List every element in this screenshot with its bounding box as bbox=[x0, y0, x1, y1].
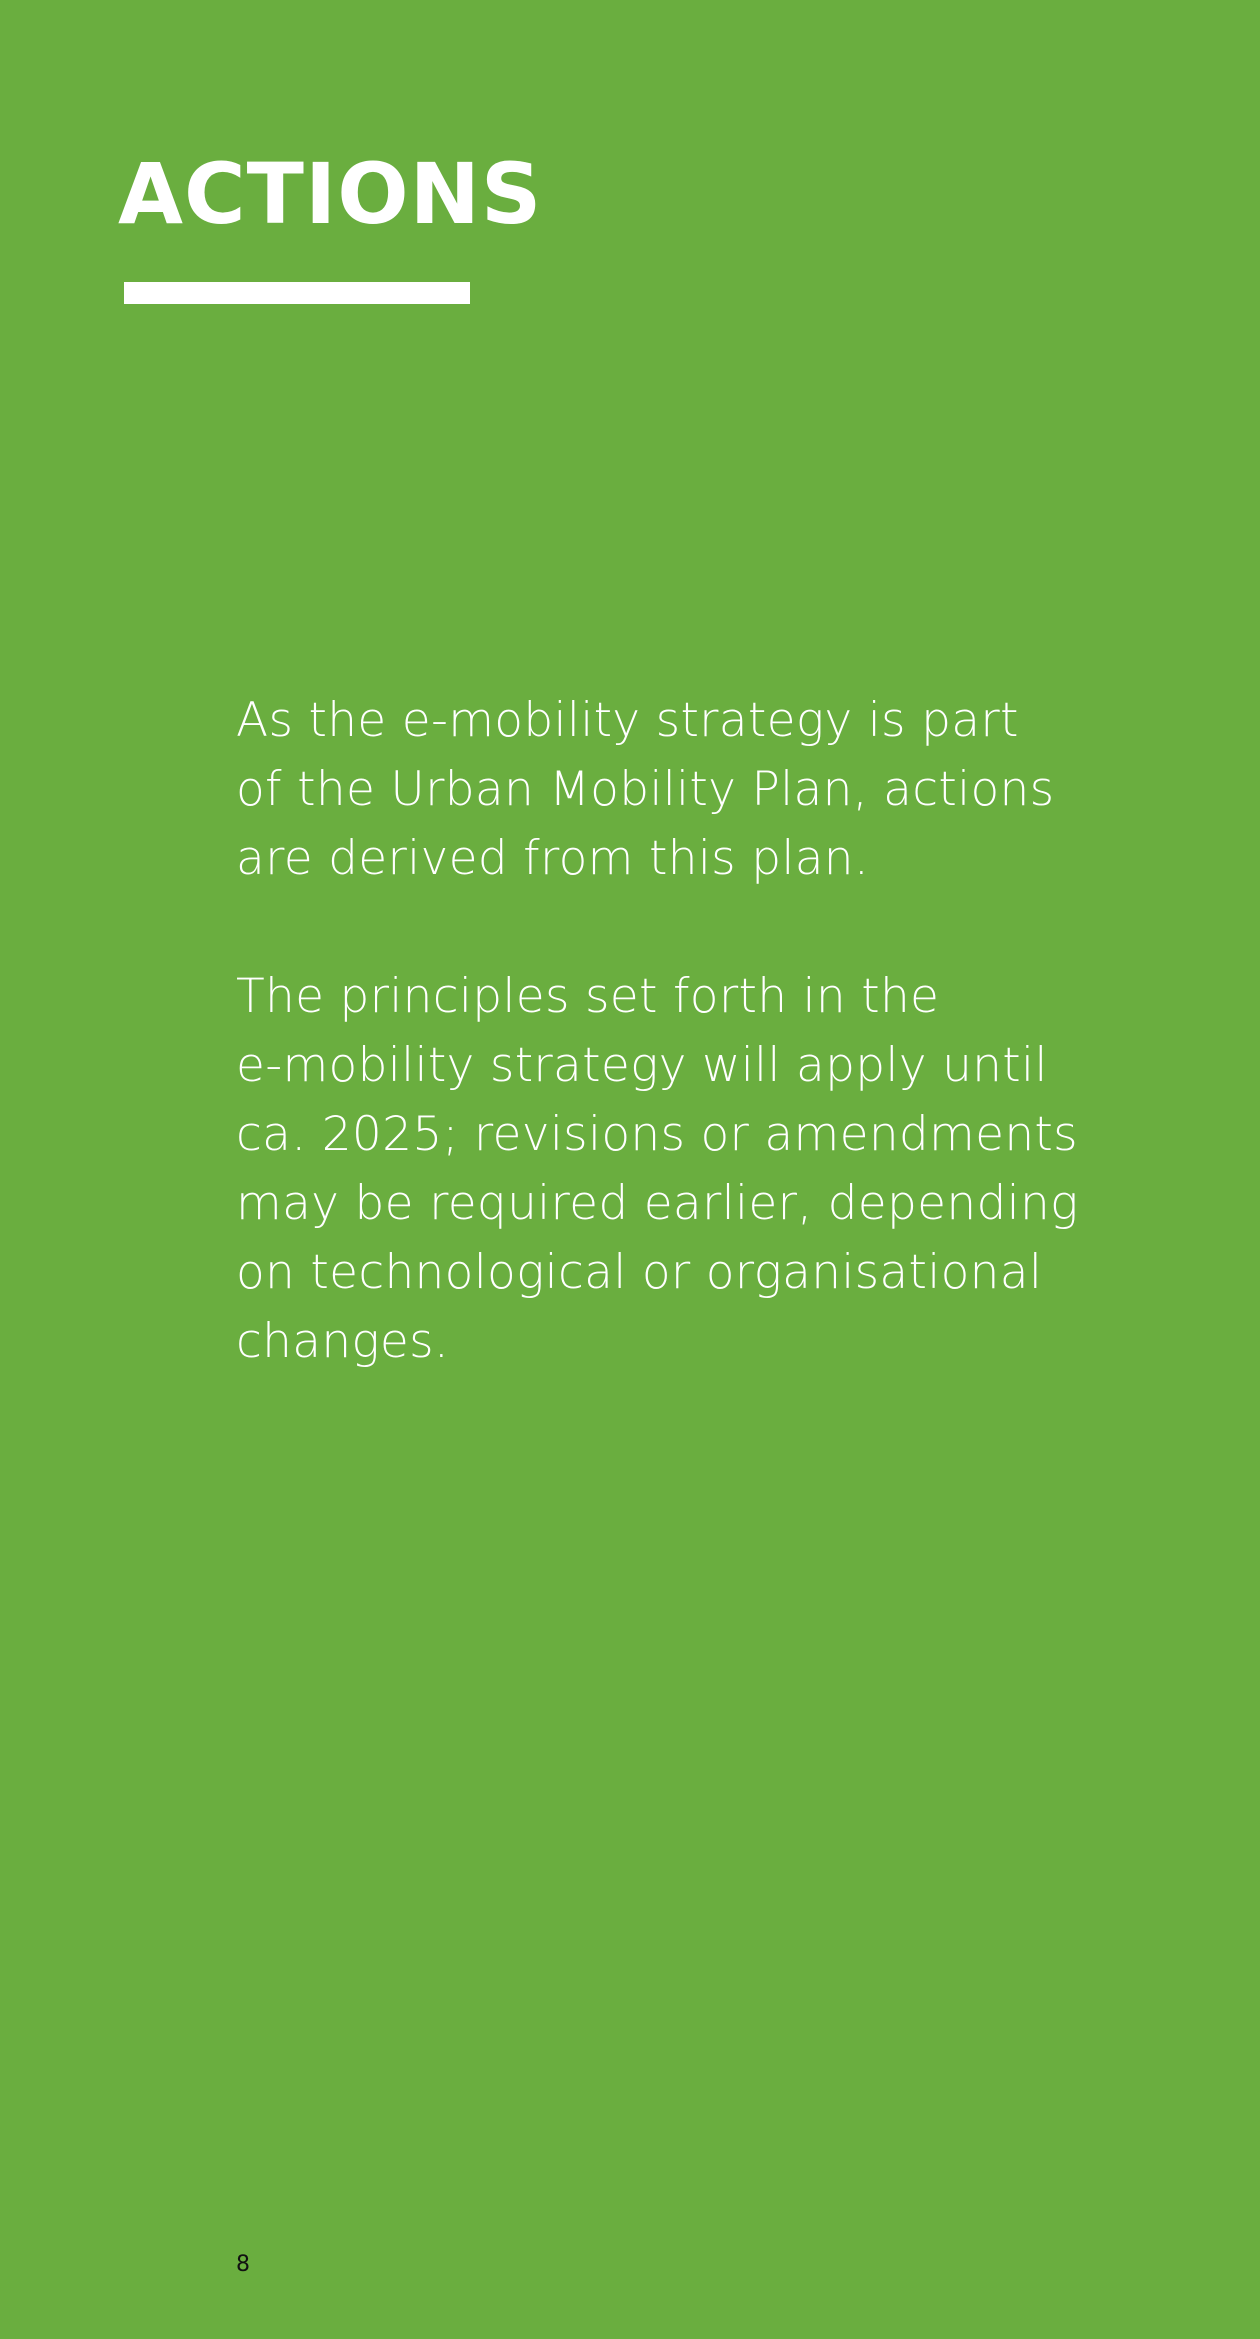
text-line: of the Urban Mobility Plan, actions bbox=[236, 762, 1055, 817]
page-number: 8 bbox=[236, 2252, 250, 2277]
text-line: changes. bbox=[236, 1314, 450, 1369]
text-line: The principles set forth in the bbox=[236, 969, 940, 1024]
text-line: As the e-mobility strategy is part bbox=[236, 693, 1019, 748]
title-underline bbox=[124, 282, 470, 304]
text-line: on technological or organisational bbox=[236, 1245, 1043, 1300]
text-line: may be required earlier, depending bbox=[236, 1176, 1079, 1231]
paragraph-1 bbox=[236, 686, 1116, 893]
text-line: are derived from this plan. bbox=[236, 831, 870, 886]
page-title: ACTIONS bbox=[118, 145, 543, 243]
text-line: ca. 2025; revisions or amendments bbox=[236, 1107, 1078, 1162]
text-line: e-mobility strategy will apply until bbox=[236, 1038, 1048, 1093]
body-text bbox=[236, 686, 1116, 1445]
paragraph-2 bbox=[236, 962, 1116, 1376]
